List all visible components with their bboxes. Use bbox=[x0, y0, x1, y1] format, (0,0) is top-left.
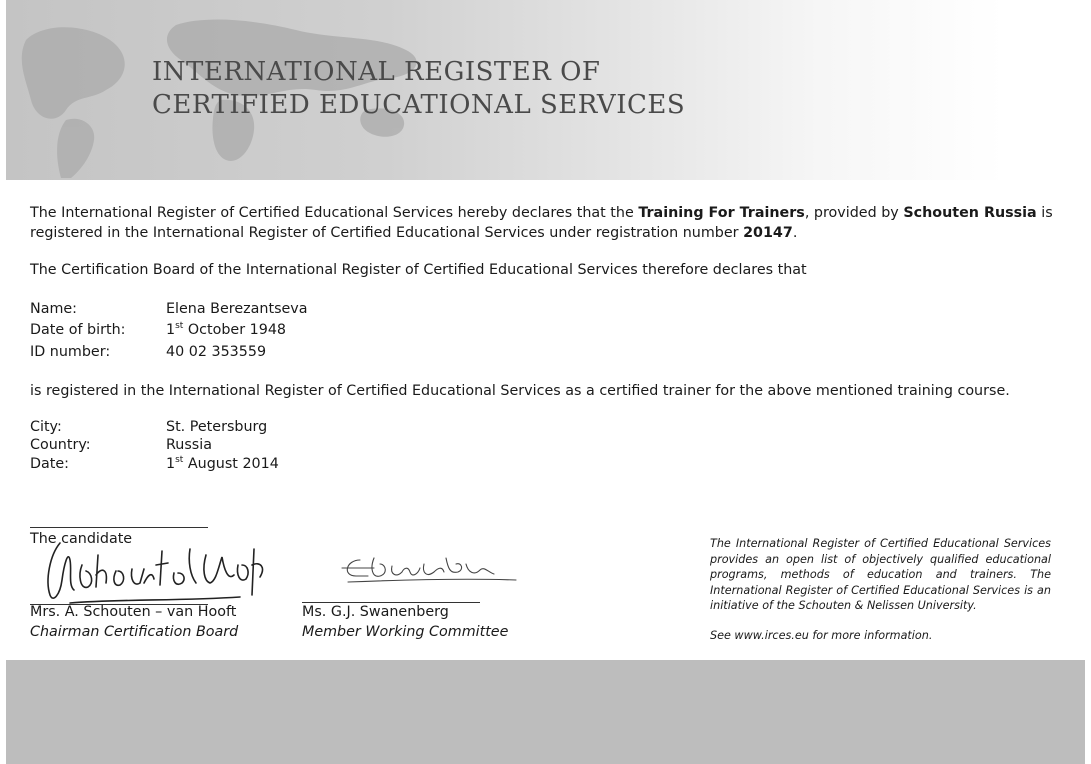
dob-value bbox=[166, 322, 286, 338]
date-day: 1 bbox=[166, 456, 176, 472]
id-value: 40 02 353559 bbox=[166, 344, 267, 360]
date-label: Date: bbox=[30, 456, 69, 472]
certificate-title bbox=[152, 56, 685, 122]
declaration-line-2 bbox=[30, 224, 797, 243]
date-value bbox=[166, 456, 279, 472]
dob-day: 1 bbox=[166, 322, 176, 338]
declaration-text: registered in the International Register of Certified Educational Services under registration number bbox=[30, 225, 744, 241]
country-value: Russia bbox=[166, 437, 212, 453]
city-value: St. Petersburg bbox=[166, 419, 268, 435]
declaration-text: The International Register of Certified Educational Services hereby declares that the bbox=[30, 205, 639, 221]
name-value: Elena Berezantseva bbox=[166, 301, 308, 317]
member-signature bbox=[338, 550, 518, 590]
member-title: Member Working Committee bbox=[302, 624, 509, 640]
dob-label: Date of birth: bbox=[30, 322, 126, 338]
chairman-signature bbox=[40, 535, 270, 610]
candidate-label: The candidate bbox=[30, 531, 133, 547]
city-label: City: bbox=[30, 419, 62, 435]
register-notice: The International Register of Certified Educational Services provides an open list of objectively qualified educational programs, methods of education and trainers. The International Register of Certified Educational Services is an initiative of the Schouten & Nelissen University. bbox=[710, 537, 1051, 612]
chairman-name: Mrs. A. Schouten – van Hooft bbox=[30, 604, 237, 620]
member-name: Ms. G.J. Swanenberg bbox=[302, 604, 449, 620]
id-label: ID number: bbox=[30, 344, 111, 360]
more-info-text: See www.irces.eu for more information. bbox=[710, 629, 933, 642]
registered-statement: is registered in the International Register of Certified Educational Services as a certified trainer for the above mentioned training course. bbox=[30, 383, 1010, 399]
country-label: Country: bbox=[30, 437, 91, 453]
declaration-line-1 bbox=[30, 204, 1053, 223]
chairman-title: Chairman Certification Board bbox=[30, 624, 239, 640]
provider-name: Schouten Russia bbox=[903, 205, 1037, 221]
declaration-text: is bbox=[1036, 205, 1053, 221]
training-name: Training For Trainers bbox=[638, 205, 805, 221]
title-line-1: INTERNATIONAL REGISTER OF bbox=[152, 57, 601, 87]
member-signature-line bbox=[302, 602, 480, 603]
header-band bbox=[6, 0, 1091, 180]
registration-number: 20147 bbox=[743, 225, 793, 241]
declaration-text: , provided by bbox=[804, 205, 904, 221]
dob-suffix: st bbox=[175, 321, 184, 331]
dob-rest: October 1948 bbox=[183, 322, 287, 338]
date-suffix: st bbox=[175, 455, 184, 465]
declaration-text: . bbox=[792, 225, 798, 241]
board-statement: The Certification Board of the International Register of Certified Educational Services therefore declares that bbox=[30, 262, 807, 278]
date-rest: August 2014 bbox=[183, 456, 279, 472]
title-line-2: CERTIFIED EDUCATIONAL SERVICES bbox=[152, 90, 686, 120]
candidate-signature-line bbox=[30, 527, 208, 528]
footer-band bbox=[6, 660, 1085, 764]
name-label: Name: bbox=[30, 301, 77, 317]
